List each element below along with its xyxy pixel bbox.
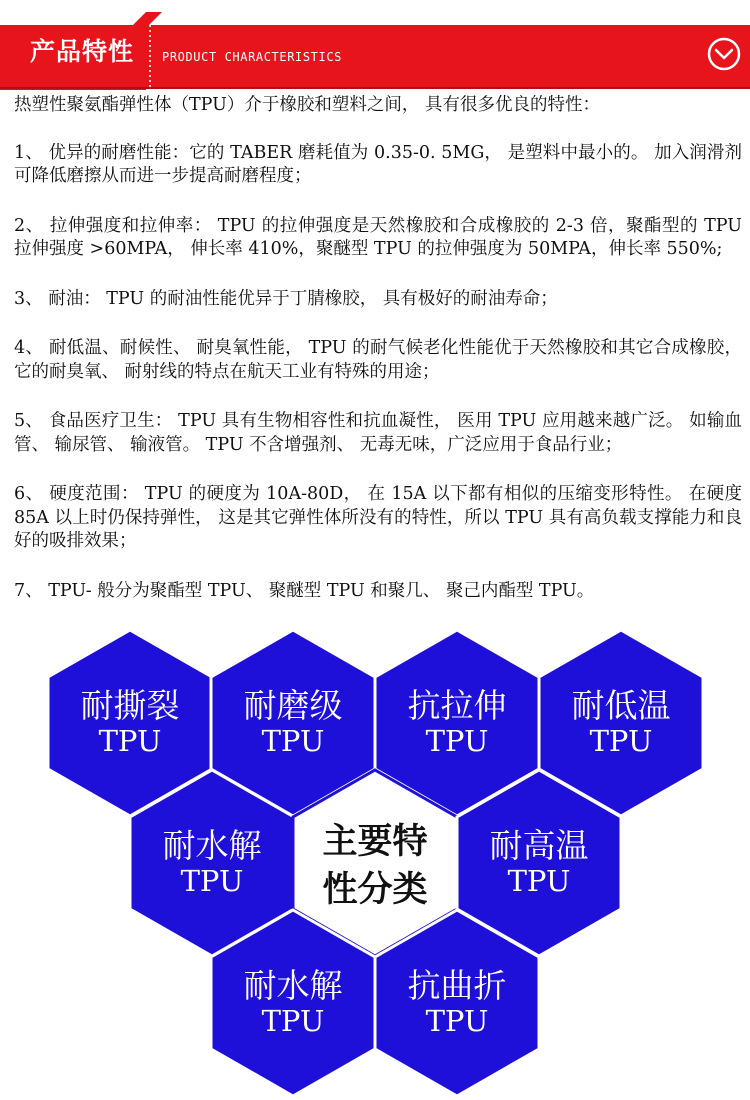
hexagon-sublabel: TPU (425, 1004, 489, 1038)
hexagon-label: 耐水解 (243, 966, 343, 1005)
hexagon-sublabel: TPU (261, 724, 325, 758)
feature-paragraph-weather: 4、 耐低温、耐候性、 耐臭氧性能， TPU 的耐气候老化性能优于天然橡胶和其它合成橡胶， 它的耐臭氧、 耐射线的特点在航天工业有特殊的用途； (14, 338, 742, 382)
feature-paragraph-hardness: 6、 硬度范围： TPU 的硬度为 10A-80D， 在 15A 以下都有相似的压缩变形特性。 在硬度 85A 以上时仍保持弹性， 这是其它弹性体所没有的特性，所以 TPU 具有高负载支撑能力和良好的吸排效果； (14, 484, 742, 551)
hexagon-sublabel: TPU (180, 864, 244, 898)
hexagon-sublabel: TPU (589, 724, 653, 758)
section-header (0, 0, 750, 90)
hexagon-label: 耐低温 (571, 686, 671, 725)
hexagon-flex (372, 908, 542, 1098)
intro-paragraph: 热塑性聚氨酯弹性体（TPU）介于橡胶和塑料之间， 具有很多优良的特性： (14, 95, 600, 115)
feature-paragraph-types: 7、 TPU- 般分为聚酯型 TPU、 聚醚型 TPU 和聚几、 聚己内酯型 TPU。 (14, 580, 595, 601)
hexagon-label: 抗曲折 (407, 966, 507, 1005)
center-title-line2: 性分类 (322, 870, 428, 910)
characteristics-text (14, 94, 742, 629)
center-title-line1: 主要特 (322, 822, 428, 862)
hexagon-label: 耐高温 (489, 826, 589, 865)
feature-paragraph-oil: 3、 耐油： TPU 的耐油性能优异于丁腈橡胶， 具有极好的耐油寿命； (14, 288, 558, 309)
hexagon-label: 抗拉伸 (407, 686, 507, 725)
feature-paragraph-medical: 5、 食品医疗卫生： TPU 具有生物相容性和抗血凝性， 医用 TPU 应用越来越广泛。 如输血管、 输尿管、 输液管。 TPU 不含增强剂、 无毒无味，广泛应用于食品行业； (14, 411, 742, 455)
hexagon-sublabel: TPU (261, 1004, 325, 1038)
hexagon-hydrolysis-2 (208, 908, 378, 1098)
feature-paragraph-tensile: 2、 拉伸强度和拉伸率： TPU 的拉伸强度是天然橡胶和合成橡胶的 2-3 倍，聚酯型的 TPU 拉伸强度 >60MPA， 伸长率 410%，聚醚型 TPU 的拉伸强度为 50MPA，伸长率 550%; (14, 215, 742, 259)
hexagon-sublabel: TPU (507, 864, 571, 898)
header-title: 产品特性 (30, 37, 135, 66)
hexagon-label: 耐磨级 (243, 686, 343, 725)
feature-paragraph-wear: 1、 优异的耐磨性能：它的 TABER 磨耗值为 0.35-0. 5MG， 是塑料中最小的。 加入润滑剂可降低磨擦从而进一步提高耐磨程度； (14, 142, 742, 186)
classification-hexagons (0, 628, 750, 1100)
hexagon-label: 耐水解 (162, 826, 262, 865)
chevron-down-circle-icon[interactable] (706, 36, 742, 72)
header-subtitle: PRODUCT CHARACTERISTICS (162, 50, 342, 64)
hexagon-sublabel: TPU (98, 724, 162, 758)
hexagon-label: 耐撕裂 (80, 686, 180, 725)
hexagon-sublabel: TPU (425, 724, 489, 758)
